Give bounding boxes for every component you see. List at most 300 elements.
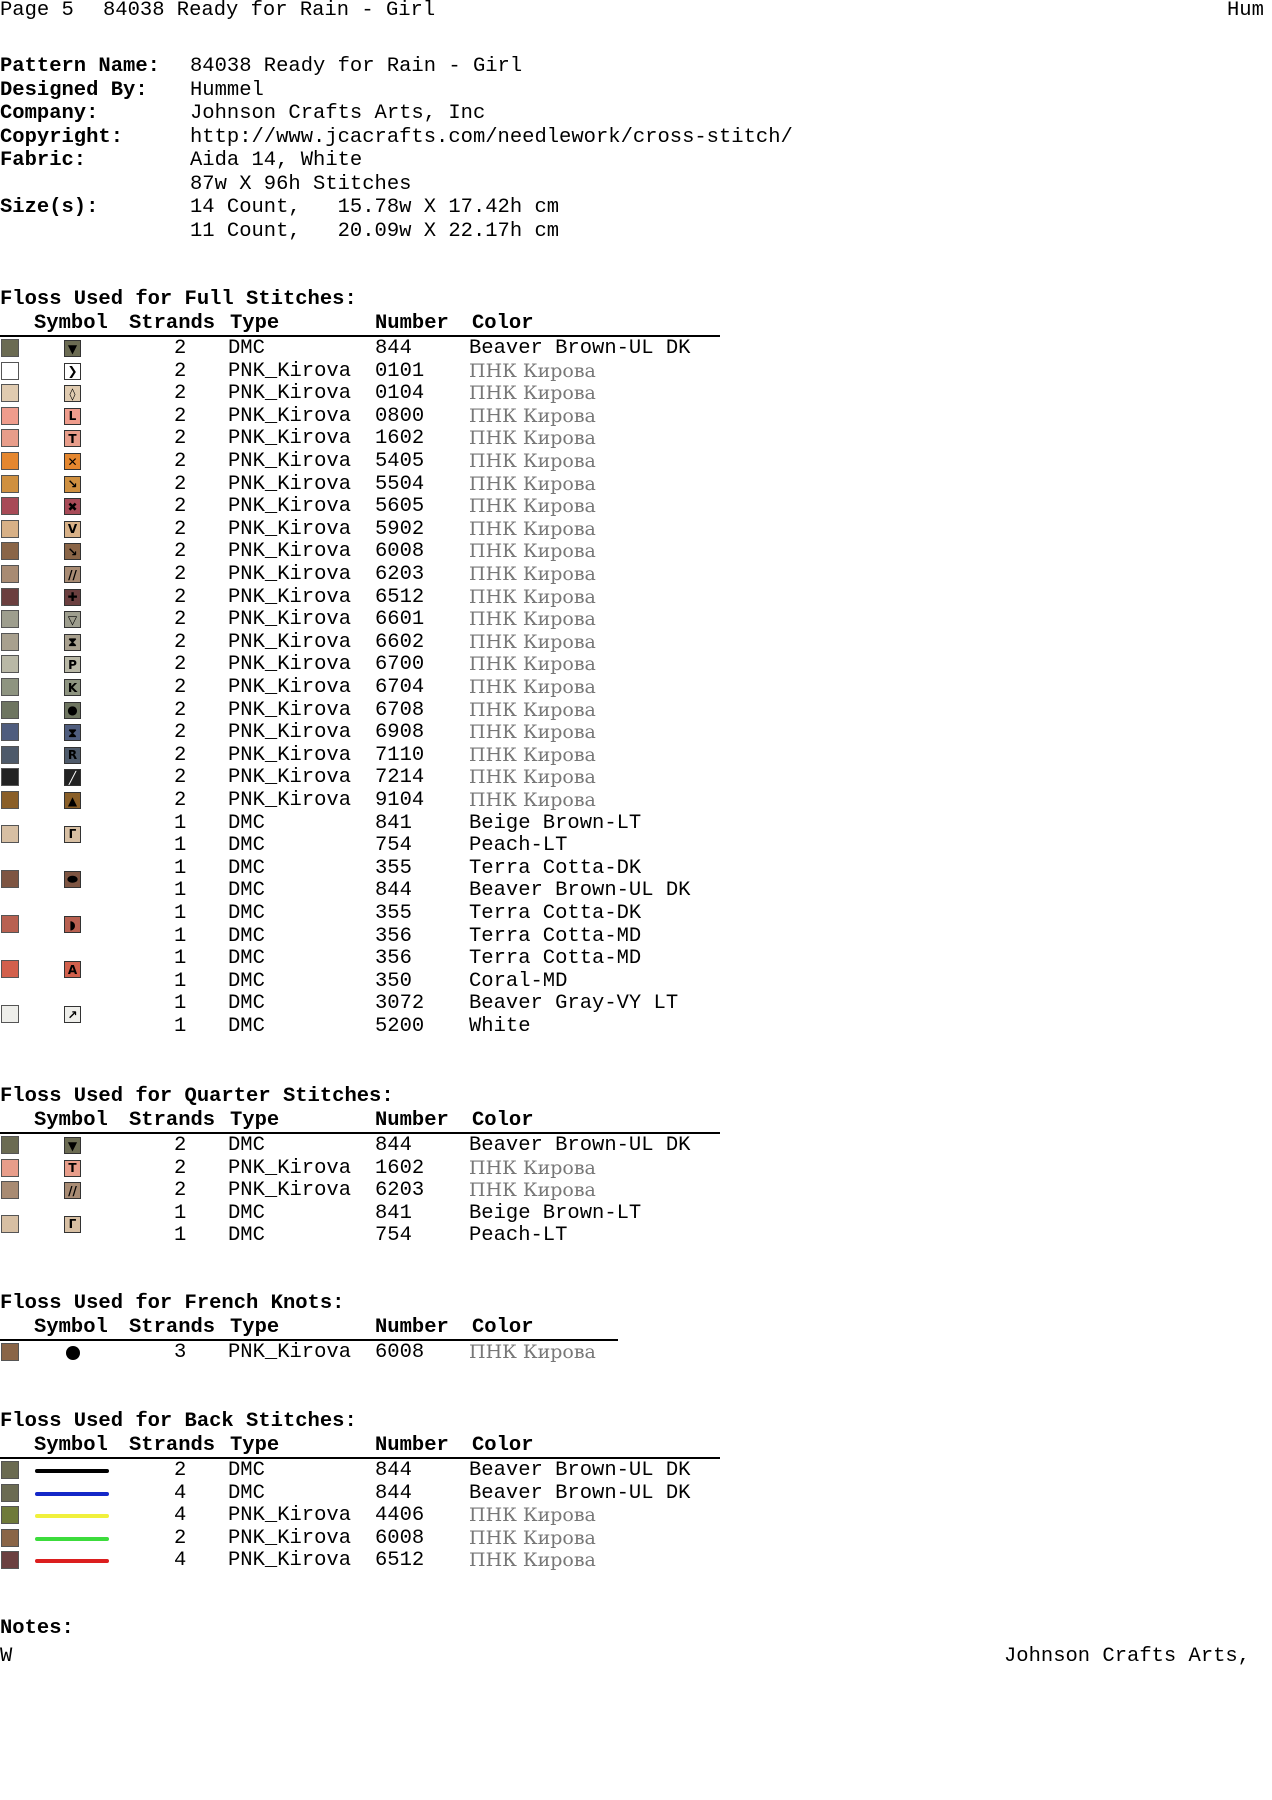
- floss-color-name: White: [469, 1015, 531, 1038]
- floss-color-name: ПНК Кирова: [469, 1504, 596, 1527]
- floss-type: DMC: [228, 1134, 265, 1157]
- full-section-title: Floss Used for Full Stitches:: [0, 288, 357, 311]
- floss-strands: 2: [174, 1459, 187, 1482]
- color-swatch: [1, 1159, 19, 1177]
- header-right-text: Hum: [1227, 0, 1264, 22]
- floss-row: [0, 700, 720, 722]
- color-swatch: [1, 701, 19, 719]
- floss-strands: 1: [174, 924, 187, 948]
- floss-type: PNK_Kirova: [228, 1526, 352, 1550]
- color-swatch: [1, 362, 19, 380]
- floss-color-name: ПНК Кирова: [469, 450, 596, 472]
- floss-type: PNK_Kirova: [228, 1341, 352, 1364]
- floss-number: 6008: [375, 1526, 425, 1550]
- floss-type: DMC: [228, 902, 265, 925]
- floss-number: 6203: [375, 1179, 425, 1203]
- stitch-symbol-icon: A: [64, 961, 81, 978]
- backstitch-line-icon: [35, 1469, 109, 1473]
- floss-color-name: ПНК Кирова: [469, 766, 596, 789]
- floss-color-name: ПНК Кирова: [469, 359, 596, 382]
- floss-row: [0, 1528, 720, 1550]
- floss-type: PNK_Kirova: [228, 450, 352, 473]
- color-swatch: [1, 565, 19, 583]
- floss-number: 0104: [375, 382, 425, 406]
- floss-number: 4406: [375, 1504, 425, 1528]
- floss-color-name: ПНК Кирова: [469, 585, 596, 608]
- floss-type: PNK_Kirova: [228, 766, 352, 790]
- size-14-value: 14 Count, 15.78w X 17.42h cm: [190, 196, 560, 219]
- floss-number: 844: [375, 879, 412, 903]
- floss-color-name: Coral-MD: [469, 969, 568, 993]
- color-swatch: [1, 1551, 19, 1569]
- floss-row: [0, 971, 720, 993]
- floss-strands: 1: [174, 969, 187, 993]
- column-header-color: Color: [472, 1434, 534, 1457]
- floss-type: PNK_Kirova: [228, 653, 352, 677]
- stitch-symbol-icon: ⬬: [64, 871, 81, 888]
- floss-number: 1602: [375, 427, 425, 451]
- floss-strands: 2: [174, 563, 187, 586]
- floss-color-name: ПНК Кирова: [469, 1341, 596, 1363]
- color-swatch: [1, 1343, 19, 1361]
- pattern-name-value: 84038 Ready for Rain - Girl: [190, 55, 523, 78]
- floss-number: 844: [375, 1459, 412, 1482]
- column-header-number: Number: [375, 1109, 449, 1132]
- size-11-value: 11 Count, 20.09w X 22.17h cm: [190, 220, 560, 243]
- color-swatch: [1, 542, 19, 560]
- color-swatch: [1, 768, 19, 786]
- floss-color-name: Beige Brown-LT: [469, 811, 642, 835]
- stitch-symbol-icon: R: [64, 747, 81, 764]
- floss-row: [0, 722, 720, 744]
- floss-row: [0, 451, 720, 473]
- floss-type: PNK_Kirova: [228, 585, 352, 609]
- floss-strands: 2: [174, 359, 187, 383]
- floss-strands: 2: [174, 1526, 187, 1550]
- floss-type: PNK_Kirova: [228, 472, 352, 496]
- floss-row: [0, 745, 720, 767]
- floss-strands: 2: [174, 404, 187, 428]
- quarter-section-title: Floss Used for Quarter Stitches:: [0, 1085, 394, 1108]
- color-swatch: [1, 1461, 19, 1479]
- floss-type: PNK_Kirova: [228, 1156, 352, 1180]
- floss-strands: 1: [174, 1224, 187, 1248]
- floss-color-name: Terra Cotta-DK: [469, 902, 642, 925]
- color-swatch: [1, 384, 19, 402]
- stitch-symbol-icon: P: [64, 656, 81, 673]
- floss-number: 3072: [375, 992, 425, 1016]
- floss-type: PNK_Kirova: [228, 1504, 352, 1528]
- floss-number: 841: [375, 1201, 412, 1225]
- floss-strands: 2: [174, 766, 187, 790]
- french-knot-dot-icon: [66, 1346, 80, 1360]
- stitch-symbol-icon: L: [64, 408, 81, 425]
- notes-text: W: [0, 1645, 13, 1668]
- column-header-strands: Strands: [129, 312, 216, 335]
- floss-color-name: ПНК Кирова: [469, 427, 596, 450]
- stitch-symbol-icon: ✚: [64, 589, 81, 606]
- backstitch-line-icon: [35, 1537, 109, 1541]
- stitch-symbol-icon: //: [64, 566, 81, 583]
- floss-row: [0, 1225, 720, 1247]
- floss-row: [0, 1505, 720, 1527]
- floss-row: [0, 1483, 720, 1505]
- floss-color-name: Beaver Brown-UL DK: [469, 1459, 691, 1482]
- floss-type: PNK_Kirova: [228, 359, 352, 383]
- stitch-symbol-icon: ✕: [64, 453, 81, 470]
- floss-number: 844: [375, 1134, 412, 1157]
- floss-row: [0, 1016, 720, 1038]
- sizes-label: Size(s):: [0, 196, 99, 219]
- floss-type: DMC: [228, 879, 265, 903]
- designed-by-value: Hummel: [190, 79, 264, 102]
- stitches-value: 87w X 96h Stitches: [190, 173, 412, 196]
- floss-type: DMC: [228, 1224, 265, 1248]
- stitch-symbol-icon: K: [64, 679, 81, 696]
- floss-type: DMC: [228, 811, 265, 835]
- floss-number: 6700: [375, 653, 425, 677]
- floss-type: PNK_Kirova: [228, 608, 352, 632]
- floss-color-name: ПНК Кирова: [469, 721, 596, 744]
- color-swatch: [1, 746, 19, 764]
- floss-strands: 2: [174, 472, 187, 496]
- floss-row: [0, 1135, 720, 1157]
- color-swatch: [1, 475, 19, 493]
- stitch-symbol-icon: ●: [64, 702, 81, 719]
- stitch-symbol-icon: ▼: [64, 340, 81, 357]
- floss-number: 0101: [375, 359, 425, 383]
- floss-color-name: ПНК Кирова: [469, 676, 596, 698]
- floss-row: [0, 835, 720, 857]
- floss-number: 6008: [375, 1341, 425, 1364]
- column-header-color: Color: [472, 1316, 534, 1339]
- stitch-symbol-icon: //: [64, 1182, 81, 1199]
- color-swatch: [1, 1529, 19, 1547]
- floss-row: [0, 474, 720, 496]
- floss-type: DMC: [228, 947, 265, 971]
- floss-number: 6008: [375, 540, 425, 564]
- floss-number: 7110: [375, 743, 425, 767]
- floss-row: [0, 496, 720, 518]
- floss-type: DMC: [228, 924, 265, 948]
- notes-right-text: Johnson Crafts Arts,: [1004, 1645, 1251, 1668]
- fabric-value: Aida 14, White: [190, 149, 363, 172]
- floss-type: DMC: [228, 834, 265, 858]
- floss-strands: 2: [174, 608, 187, 632]
- color-swatch: [1, 339, 19, 357]
- floss-color-name: ПНК Кирова: [469, 698, 596, 721]
- floss-row: [0, 992, 720, 1022]
- stitch-symbol-icon: ◊: [64, 385, 81, 402]
- floss-type: PNK_Kirova: [228, 630, 352, 654]
- floss-color-name: ПНК Кирова: [469, 404, 596, 427]
- floss-strands: 2: [174, 427, 187, 451]
- floss-type: PNK_Kirova: [228, 698, 352, 722]
- color-swatch: [1, 452, 19, 470]
- color-swatch: [1, 407, 19, 425]
- floss-number: 5605: [375, 495, 425, 519]
- floss-strands: 3: [174, 1341, 187, 1364]
- floss-number: 841: [375, 811, 412, 835]
- floss-strands: 2: [174, 676, 187, 699]
- color-swatch: [1, 520, 19, 538]
- back-section-title: Floss Used for Back Stitches:: [0, 1410, 357, 1433]
- floss-number: 6602: [375, 630, 425, 654]
- column-header-symbol: Symbol: [34, 1109, 108, 1132]
- floss-row: [0, 880, 720, 902]
- floss-color-name: ПНК Кирова: [469, 563, 596, 585]
- french-section-title: Floss Used for French Knots:: [0, 1292, 345, 1315]
- floss-strands: 4: [174, 1549, 187, 1573]
- floss-number: 5405: [375, 450, 425, 473]
- floss-type: PNK_Kirova: [228, 563, 352, 586]
- color-swatch: [1, 1506, 19, 1524]
- column-header-color: Color: [472, 1109, 534, 1132]
- floss-strands: 1: [174, 811, 187, 835]
- floss-strands: 2: [174, 1134, 187, 1157]
- floss-strands: 2: [174, 495, 187, 519]
- floss-type: PNK_Kirova: [228, 789, 352, 812]
- floss-row: [0, 609, 720, 631]
- floss-strands: 2: [174, 653, 187, 677]
- floss-color-name: ПНК Кирова: [469, 382, 596, 405]
- floss-color-name: ПНК Кирова: [469, 789, 596, 811]
- floss-number: 356: [375, 947, 412, 971]
- floss-color-name: Beaver Brown-UL DK: [469, 337, 691, 360]
- floss-number: 6512: [375, 1549, 425, 1573]
- column-header-strands: Strands: [129, 1109, 216, 1132]
- floss-row: [0, 1550, 720, 1572]
- floss-row: [0, 767, 720, 789]
- floss-type: PNK_Kirova: [228, 676, 352, 699]
- column-header-color: Color: [472, 312, 534, 335]
- stitch-symbol-icon: ▽: [64, 611, 81, 628]
- stitch-symbol-icon: T: [64, 430, 81, 447]
- floss-row: [0, 383, 720, 405]
- column-header-strands: Strands: [129, 1316, 216, 1339]
- floss-strands: 1: [174, 902, 187, 925]
- column-header-symbol: Symbol: [34, 312, 108, 335]
- floss-number: 7214: [375, 766, 425, 790]
- floss-type: PNK_Kirova: [228, 721, 352, 745]
- color-swatch: [1, 791, 19, 809]
- stitch-symbol-icon: ▲: [64, 792, 81, 809]
- floss-number: 844: [375, 337, 412, 360]
- floss-color-name: ПНК Кирова: [469, 1179, 596, 1202]
- floss-number: 1602: [375, 1156, 425, 1180]
- floss-row: [0, 677, 720, 699]
- floss-strands: 2: [174, 382, 187, 406]
- color-swatch: [1, 1136, 19, 1154]
- column-header-type: Type: [230, 1316, 280, 1339]
- floss-strands: 2: [174, 1179, 187, 1203]
- floss-row: [0, 1180, 720, 1202]
- pattern-name-label: Pattern Name:: [0, 55, 160, 78]
- floss-number: 350: [375, 969, 412, 993]
- floss-type: DMC: [228, 337, 265, 360]
- floss-type: PNK_Kirova: [228, 1549, 352, 1573]
- floss-strands: 1: [174, 1201, 187, 1225]
- floss-number: 0800: [375, 404, 425, 428]
- floss-number: 6512: [375, 585, 425, 609]
- color-swatch: [1, 633, 19, 651]
- floss-strands: 2: [174, 517, 187, 541]
- stitch-symbol-icon: ◗: [64, 916, 81, 933]
- floss-color-name: ПНК Кирова: [469, 1526, 596, 1549]
- floss-strands: 2: [174, 450, 187, 473]
- color-swatch: [1, 1484, 19, 1502]
- floss-number: 5504: [375, 472, 425, 496]
- floss-type: DMC: [228, 992, 265, 1016]
- header-title: 84038 Ready for Rain - Girl: [103, 0, 436, 22]
- column-header-symbol: Symbol: [34, 1434, 108, 1457]
- floss-number: 5200: [375, 1015, 425, 1038]
- floss-row: [0, 361, 720, 383]
- column-header-strands: Strands: [129, 1434, 216, 1457]
- column-header-type: Type: [230, 1434, 280, 1457]
- floss-strands: 1: [174, 879, 187, 903]
- stitch-symbol-icon: ⧗: [64, 634, 81, 651]
- floss-row: [0, 1158, 720, 1180]
- floss-row: [0, 338, 720, 360]
- floss-strands: 1: [174, 992, 187, 1016]
- floss-type: DMC: [228, 969, 265, 993]
- floss-row: [0, 811, 720, 842]
- floss-color-name: Terra Cotta-MD: [469, 924, 642, 948]
- floss-row: [0, 406, 720, 428]
- color-swatch: [1, 678, 19, 696]
- floss-number: 6601: [375, 608, 425, 632]
- floss-row: [0, 926, 720, 948]
- floss-number: 844: [375, 1481, 412, 1505]
- floss-type: PNK_Kirova: [228, 517, 352, 541]
- color-swatch: [1, 429, 19, 447]
- floss-type: PNK_Kirova: [228, 495, 352, 519]
- floss-strands: 1: [174, 947, 187, 971]
- floss-color-name: Beaver Brown-UL DK: [469, 1481, 691, 1505]
- floss-color-name: Beige Brown-LT: [469, 1201, 642, 1225]
- floss-row: [0, 1342, 720, 1364]
- floss-row: [0, 541, 720, 563]
- floss-row: [0, 790, 720, 812]
- floss-color-name: Peach-LT: [469, 1224, 568, 1248]
- floss-color-name: Beaver Brown-UL DK: [469, 1134, 691, 1157]
- floss-type: DMC: [228, 1015, 265, 1038]
- floss-type: DMC: [228, 1459, 265, 1482]
- floss-number: 754: [375, 834, 412, 858]
- floss-color-name: Terra Cotta-DK: [469, 856, 642, 880]
- floss-strands: 1: [174, 834, 187, 858]
- floss-strands: 2: [174, 789, 187, 812]
- backstitch-line-icon: [35, 1492, 109, 1496]
- designed-by-label: Designed By:: [0, 79, 148, 102]
- floss-row: [0, 428, 720, 450]
- column-header-number: Number: [375, 1316, 449, 1339]
- copyright-label: Copyright:: [0, 126, 124, 149]
- floss-color-name: Beaver Gray-VY LT: [469, 992, 679, 1016]
- floss-strands: 2: [174, 585, 187, 609]
- stitch-symbol-icon: ✖: [64, 498, 81, 515]
- floss-row: [0, 654, 720, 676]
- floss-row: [0, 632, 720, 654]
- stitch-symbol-icon: ↘: [64, 476, 81, 493]
- floss-strands: 4: [174, 1481, 187, 1505]
- floss-type: PNK_Kirova: [228, 404, 352, 428]
- floss-type: PNK_Kirova: [228, 540, 352, 564]
- floss-type: PNK_Kirova: [228, 743, 352, 767]
- floss-row: [0, 587, 720, 609]
- floss-strands: 2: [174, 337, 187, 360]
- floss-number: 5902: [375, 517, 425, 541]
- floss-type: DMC: [228, 1481, 265, 1505]
- floss-number: 356: [375, 924, 412, 948]
- fabric-label: Fabric:: [0, 149, 87, 172]
- color-swatch: [1, 610, 19, 628]
- floss-color-name: Terra Cotta-MD: [469, 947, 642, 971]
- floss-row: [0, 856, 720, 887]
- floss-number: 9104: [375, 789, 425, 812]
- notes-label: Notes:: [0, 1617, 74, 1640]
- floss-color-name: Beaver Brown-UL DK: [469, 879, 691, 903]
- color-swatch: [1, 588, 19, 606]
- floss-color-name: ПНК Кирова: [469, 495, 596, 518]
- floss-color-name: ПНК Кирова: [469, 1156, 596, 1179]
- floss-number: 6704: [375, 676, 425, 699]
- color-swatch: [1, 1181, 19, 1199]
- floss-type: PNK_Kirova: [228, 382, 352, 406]
- floss-row: [0, 1201, 720, 1232]
- color-swatch: [1, 723, 19, 741]
- floss-row: [0, 1460, 720, 1482]
- floss-row: [0, 947, 720, 977]
- floss-strands: 1: [174, 1015, 187, 1038]
- column-header-symbol: Symbol: [34, 1316, 108, 1339]
- stitch-symbol-icon: V: [64, 521, 81, 538]
- floss-strands: 4: [174, 1504, 187, 1528]
- floss-strands: 2: [174, 743, 187, 767]
- floss-color-name: ПНК Кирова: [469, 608, 596, 631]
- stitch-symbol-icon: ↗: [64, 1006, 81, 1023]
- column-header-number: Number: [375, 1434, 449, 1457]
- floss-number: 6203: [375, 563, 425, 586]
- floss-row: [0, 519, 720, 541]
- floss-type: PNK_Kirova: [228, 427, 352, 451]
- color-swatch: [1, 655, 19, 673]
- backstitch-line-icon: [35, 1514, 109, 1518]
- floss-color-name: Peach-LT: [469, 834, 568, 858]
- column-header-type: Type: [230, 312, 280, 335]
- company-label: Company:: [0, 102, 99, 125]
- copyright-value: http://www.jcacrafts.com/needlework/cross-stitch/: [190, 126, 793, 149]
- stitch-symbol-icon: Γ: [64, 1216, 81, 1233]
- floss-strands: 2: [174, 540, 187, 564]
- stitch-symbol-icon: Γ: [64, 826, 81, 843]
- floss-number: 6908: [375, 721, 425, 745]
- column-header-type: Type: [230, 1109, 280, 1132]
- floss-color-name: ПНК Кирова: [469, 630, 596, 653]
- floss-row: [0, 564, 720, 586]
- floss-color-name: ПНК Кирова: [469, 540, 596, 563]
- stitch-symbol-icon: ▼: [64, 1137, 81, 1154]
- floss-strands: 1: [174, 856, 187, 880]
- stitch-symbol-icon: ❯: [64, 363, 81, 380]
- stitch-symbol-icon: T: [64, 1160, 81, 1177]
- floss-color-name: ПНК Кирова: [469, 1549, 596, 1572]
- floss-strands: 2: [174, 630, 187, 654]
- floss-color-name: ПНК Кирова: [469, 743, 596, 766]
- page-label: Page 5: [0, 0, 74, 22]
- floss-number: 355: [375, 856, 412, 880]
